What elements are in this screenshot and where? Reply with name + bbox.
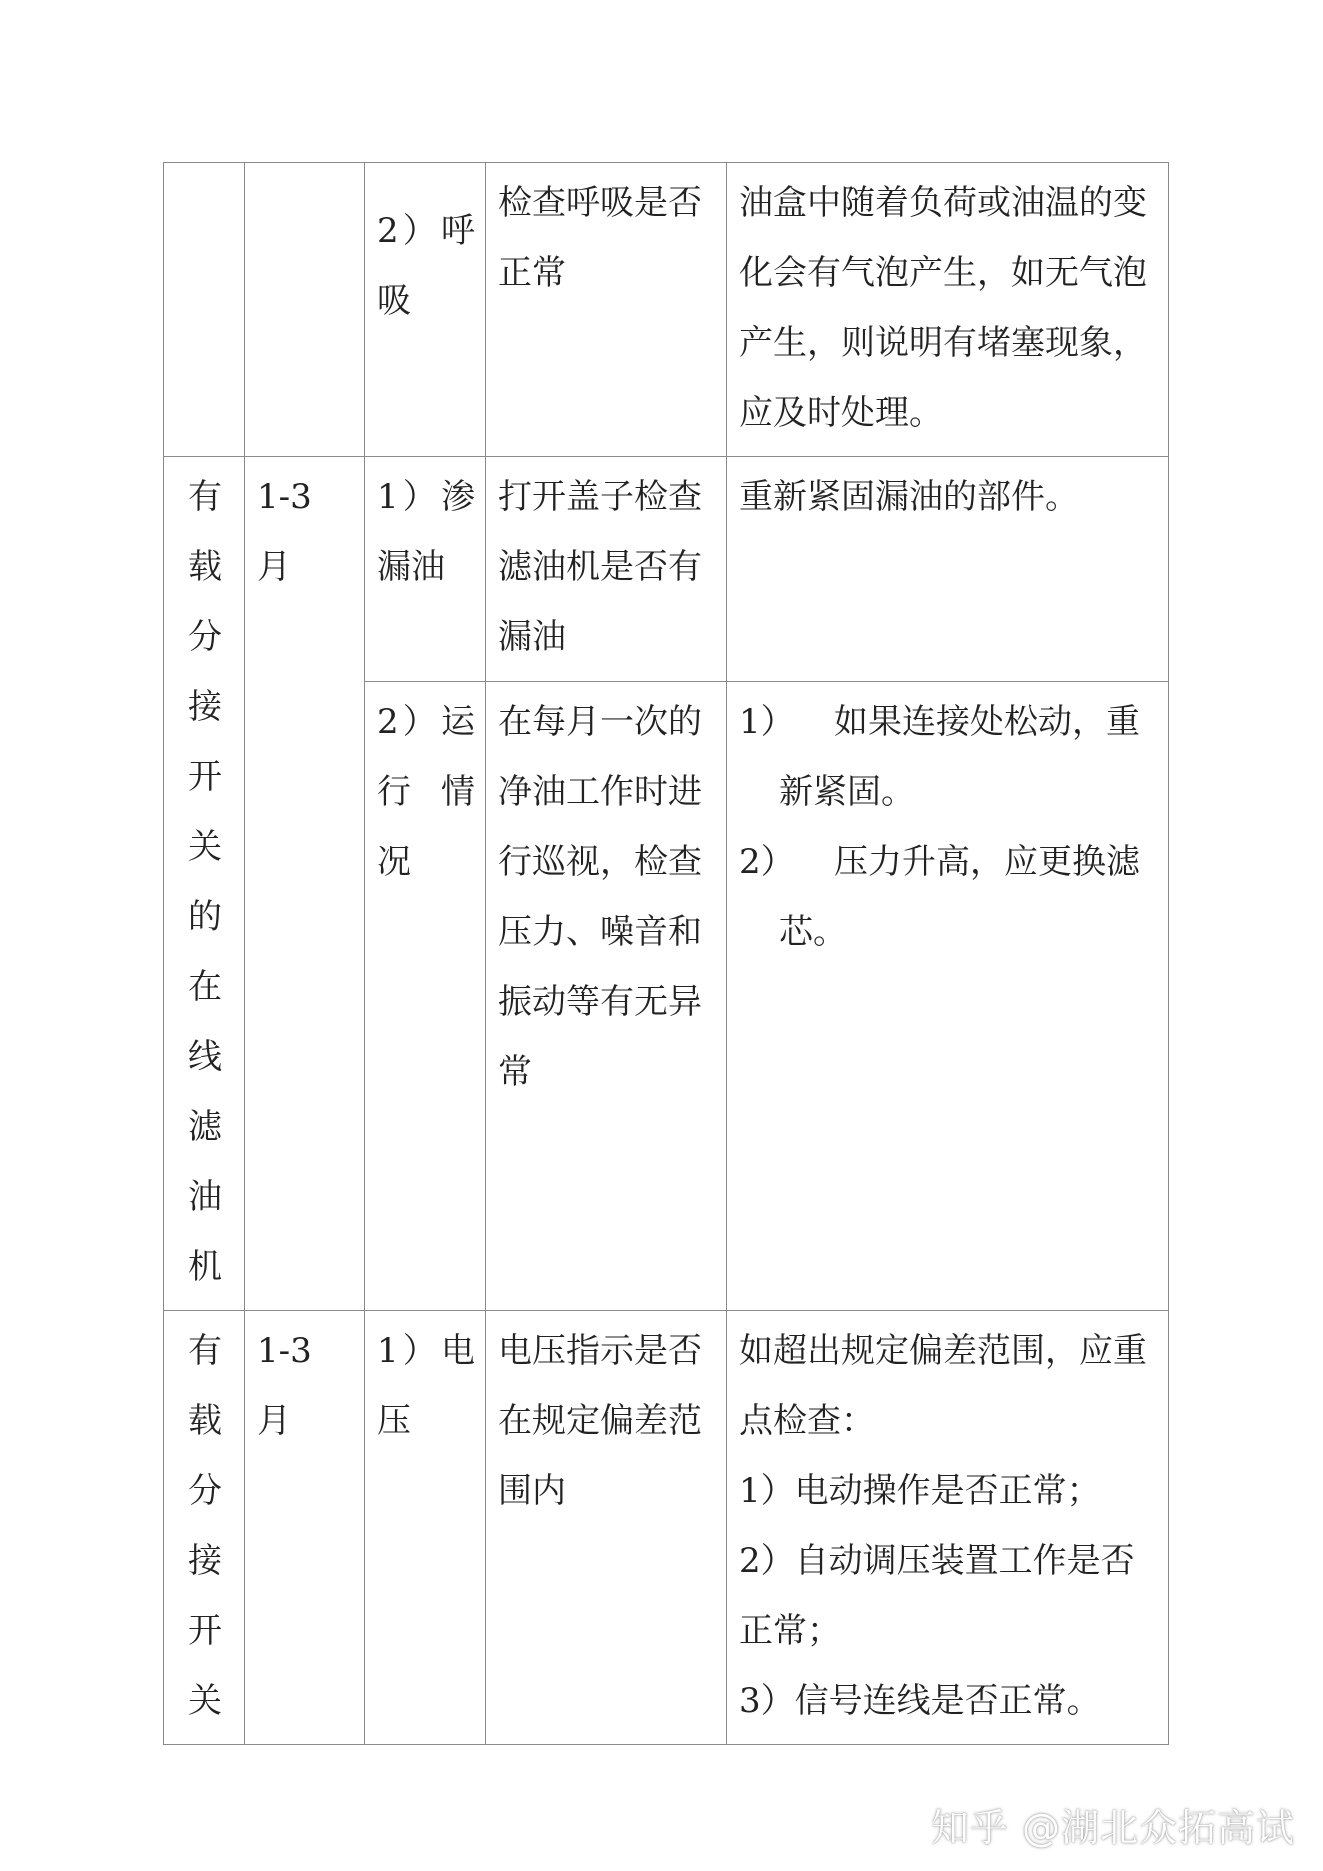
item-cell: 1）渗漏油 <box>365 457 486 682</box>
period-cell: 1-3 月 <box>245 1311 365 1745</box>
handling-line: 如超出规定偏差范围，应重点检查： <box>739 1331 1147 1441</box>
method-cell: 打开盖子检查滤油机是否有漏油 <box>486 457 727 682</box>
handling-cell: 重新紧固漏油的部件。 <box>727 457 1169 682</box>
table-row <box>164 163 1169 457</box>
method-cell: 检查呼吸是否正常 <box>486 163 727 457</box>
handling-line: 1）电动操作是否正常； <box>739 1471 1101 1511</box>
table-row <box>164 457 1169 682</box>
handling-list-item: 2） 压力升高，应更换滤芯。 <box>739 842 1140 953</box>
item-cell: 2）运行情况 <box>365 682 486 1311</box>
method-cell: 在每月一次的净油工作时进行巡视，检查压力、噪音和振动等有无异常 <box>486 682 727 1311</box>
method-cell: 电压指示是否在规定偏差范围内 <box>486 1311 727 1745</box>
equipment-cell <box>164 163 245 457</box>
item-cell: 1）电压 <box>365 1311 486 1745</box>
maintenance-table <box>163 162 1169 1745</box>
watermark: 知乎 @湖北众拓高试 <box>930 1806 1295 1850</box>
equipment-cell-tap-changer: 有 载 分 接 开 关 <box>164 1311 245 1745</box>
handling-cell <box>727 682 1169 1311</box>
handling-list-item: 1） 如果连接处松动，重新紧固。 <box>739 702 1140 813</box>
handling-line: 2）自动调压装置工作是否正常； <box>739 1541 1135 1651</box>
handling-line: 3）信号连线是否正常。 <box>739 1681 1101 1721</box>
period-cell: 1-3 月 <box>245 457 365 1311</box>
handling-cell: 油盒中随着负荷或油温的变化会有气泡产生，如无气泡产生，则说明有堵塞现象，应及时处理。 <box>727 163 1169 457</box>
equipment-cell-online-filter: 有 载 分 接 开 关 的 在 线 滤 油 机 <box>164 457 245 1311</box>
item-cell: 2）呼吸 <box>365 163 486 457</box>
handling-cell <box>727 1311 1169 1745</box>
table-row <box>164 1311 1169 1745</box>
period-cell <box>245 163 365 457</box>
